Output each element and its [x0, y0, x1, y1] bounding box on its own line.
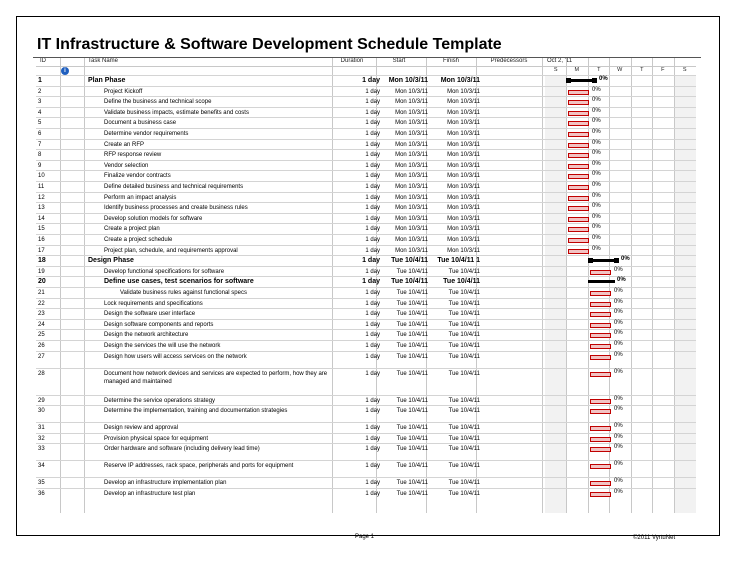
gantt-task-bar: [590, 312, 611, 317]
task-name: Develop an infrastructure test plan: [104, 491, 196, 497]
task-name: Determine the implementation, training and documentation strategies: [104, 408, 288, 415]
gantt-day-label: T: [640, 67, 644, 73]
task-start: Mon 10/3/11: [395, 184, 428, 190]
column-header-task-name: Task Name: [88, 58, 119, 64]
task-duration: 1 day: [365, 311, 380, 318]
gantt-task-bar: [568, 227, 589, 232]
gantt-summary-bar: [588, 259, 619, 262]
task-percent-complete: 0%: [592, 150, 601, 157]
task-id: 23: [38, 311, 45, 318]
task-duration: 1 day: [365, 162, 380, 169]
task-name: Project plan, schedule, and requirements approval: [104, 247, 238, 254]
task-start: Mon 10/3/11: [395, 88, 428, 95]
task-percent-complete: 0%: [614, 444, 623, 451]
task-start: Tue 10/4/11: [396, 353, 428, 360]
gantt-task-bar: [590, 291, 611, 296]
summary-cap: [566, 78, 571, 83]
task-id: 8: [38, 152, 42, 159]
task-percent-complete: 0%: [592, 245, 601, 252]
task-finish: Tue 10/4/11: [448, 321, 480, 328]
task-percent-complete: 0%: [614, 395, 623, 402]
task-finish: Tue 10/4/11: [448, 425, 480, 432]
task-finish: Tue 10/4/11: [448, 397, 480, 404]
task-duration: 1 day: [365, 173, 380, 180]
gantt-task-bar: [568, 164, 589, 169]
task-start: Tue 10/4/11: [391, 257, 428, 265]
task-id: 3: [38, 99, 42, 106]
task-finish: Mon 10/3/11: [447, 173, 480, 180]
gantt-task-bar: [590, 323, 611, 328]
task-id: 29: [38, 397, 45, 404]
task-percent-complete: 0%: [614, 298, 623, 305]
task-duration: 1 day: [365, 141, 380, 148]
task-duration: 1 day: [365, 343, 380, 349]
gantt-task-bar: [590, 464, 611, 469]
task-percent-complete: 0%: [592, 213, 601, 220]
task-percent-complete: 0%: [592, 235, 601, 241]
summary-cap: [592, 78, 597, 83]
gantt-task-bar: [590, 372, 611, 377]
task-finish: Mon 10/3/11: [447, 131, 480, 137]
task-start: Mon 10/3/11: [395, 152, 428, 159]
task-percent-complete: 0%: [614, 489, 623, 495]
task-name: Document how network devices and services are expected to perform, how they are managed and maintained: [104, 370, 328, 385]
task-start: Mon 10/3/11: [395, 109, 428, 116]
task-percent-complete: 0%: [614, 368, 623, 375]
gantt-task-bar: [590, 426, 611, 431]
task-percent-complete: 0%: [592, 224, 601, 231]
task-finish: Tue 10/4/11: [448, 332, 480, 339]
task-finish: Tue 10/4/11: [443, 278, 480, 286]
task-name: Identify business processes and create business rules: [104, 205, 248, 212]
task-finish: Tue 10/4/11: [448, 408, 480, 415]
gantt-task-bar: [568, 111, 589, 116]
task-id: 35: [38, 480, 45, 487]
task-finish: Mon 10/3/11: [447, 152, 480, 159]
task-name: Create a project plan: [104, 226, 160, 233]
task-name: RFP response review: [104, 152, 162, 159]
task-finish: Mon 10/3/11: [447, 226, 480, 233]
task-percent-complete: 0%: [614, 288, 623, 294]
task-duration: 1 day: [365, 491, 380, 497]
task-id: 16: [38, 237, 45, 243]
gantt-task-bar: [568, 206, 589, 211]
task-name: Validate business rules against functional specs: [120, 290, 247, 296]
task-name: Define use cases, test scenarios for software: [104, 278, 254, 286]
task-start: Mon 10/3/11: [395, 131, 428, 137]
task-percent-complete: 0%: [592, 192, 601, 199]
task-name: Document a business case: [104, 120, 177, 127]
task-finish: Tue 10/4/11: [448, 435, 480, 442]
task-name: Lock requirements and specifications: [104, 300, 203, 307]
gantt-task-bar: [590, 302, 611, 307]
gantt-task-bar: [568, 249, 589, 254]
task-duration: 1 day: [365, 446, 380, 453]
task-duration: 1 day: [365, 321, 380, 328]
task-id: 9: [38, 162, 42, 169]
gantt-task-bar: [568, 153, 589, 158]
summary-cap: [588, 258, 593, 263]
task-finish: Mon 10/3/11: [447, 120, 480, 127]
task-duration: 1 day: [365, 237, 380, 243]
gantt-task-bar: [568, 174, 589, 179]
task-start: Tue 10/4/11: [391, 278, 428, 286]
task-duration: 1 day: [365, 205, 380, 212]
copyright-notice: ©2011 VyrtuNet: [633, 535, 676, 541]
gantt-task-bar: [590, 355, 611, 360]
task-duration: 1 day: [365, 109, 380, 116]
task-percent-complete: 0%: [599, 76, 608, 82]
task-duration: 1 day: [365, 226, 380, 233]
gantt-task-bar: [568, 196, 589, 201]
task-percent-complete: 0%: [614, 423, 623, 430]
task-finish: Mon 10/3/11: [447, 162, 480, 169]
task-finish: Mon 10/3/11: [447, 109, 480, 116]
gantt-summary-bar: [588, 280, 615, 283]
task-finish: Mon 10/3/11: [447, 141, 480, 148]
task-name: Finalize vendor contracts: [104, 173, 171, 180]
task-name: Design the software user interface: [104, 311, 196, 318]
task-percent-complete: 0%: [592, 182, 601, 188]
task-start: Tue 10/4/11: [396, 491, 428, 497]
task-row[interactable]: [36, 443, 696, 461]
task-id: 15: [38, 226, 45, 233]
gantt-day-label: W: [617, 67, 623, 73]
task-name: Plan Phase: [88, 77, 126, 84]
gantt-task-bar: [590, 344, 611, 349]
column-header-start: Start: [392, 58, 406, 64]
task-percent-complete: 0%: [592, 107, 601, 114]
gantt-task-bar: [568, 217, 589, 222]
task-id: 2: [38, 88, 42, 95]
task-name: Design software components and reports: [104, 321, 214, 328]
task-id: 13: [38, 205, 45, 212]
task-id: 7: [38, 141, 42, 148]
task-percent-complete: 0%: [614, 478, 623, 485]
task-start: Tue 10/4/11: [396, 332, 428, 339]
gantt-task-bar: [568, 143, 589, 148]
task-id: 19: [38, 268, 45, 275]
task-id: 20: [38, 278, 46, 286]
task-percent-complete: 0%: [592, 171, 601, 178]
gantt-day-label: F: [661, 67, 665, 73]
task-duration: 1 day: [365, 480, 380, 487]
task-finish: Mon 10/3/11: [447, 237, 480, 243]
task-duration: 1 day: [365, 120, 380, 127]
task-finish: Tue 10/4/11: [448, 300, 480, 307]
task-id: 4: [38, 109, 42, 116]
task-duration: 1 day: [365, 215, 380, 222]
task-finish: Tue 10/4/11 1: [437, 257, 480, 265]
task-percent-complete: 0%: [614, 341, 623, 347]
gantt-day-label: M: [574, 67, 580, 73]
gantt-day-label: T: [597, 67, 601, 73]
task-id: 28: [38, 370, 45, 377]
task-id: 36: [38, 491, 45, 497]
task-duration: 1 day: [365, 131, 380, 137]
task-id: 22: [38, 300, 45, 307]
column-header-duration: Duration: [340, 58, 364, 64]
task-finish: Mon 10/3/11: [447, 205, 480, 212]
task-percent-complete: 0%: [614, 461, 623, 468]
gantt-task-bar: [590, 409, 611, 414]
task-id: 33: [38, 446, 45, 453]
task-start: Mon 10/3/11: [395, 99, 428, 106]
task-percent-complete: 0%: [592, 97, 601, 104]
task-id: 18: [38, 257, 46, 265]
task-finish: Tue 10/4/11: [448, 311, 480, 318]
task-name: Project Kickoff: [104, 88, 143, 95]
task-name: Vendor selection: [104, 162, 149, 169]
gantt-task-bar: [590, 492, 611, 497]
task-start: Tue 10/4/11: [396, 370, 428, 377]
task-percent-complete: 0%: [614, 433, 623, 440]
task-percent-complete: 0%: [592, 129, 601, 135]
task-percent-complete: 0%: [592, 160, 601, 167]
task-start: Tue 10/4/11: [396, 397, 428, 404]
gantt-task-bar: [590, 481, 611, 486]
task-finish: Tue 10/4/11: [448, 268, 480, 275]
gantt-task-bar: [590, 447, 611, 452]
task-duration: 1 day: [362, 278, 380, 286]
task-start: Tue 10/4/11: [396, 435, 428, 442]
task-name: Create an RFP: [104, 141, 145, 148]
task-start: Mon 10/3/11: [395, 237, 428, 243]
task-name: Develop solution models for software: [104, 215, 203, 222]
task-name: Determine vendor requirements: [104, 131, 189, 137]
gantt-task-bar: [590, 399, 611, 404]
task-percent-complete: 0%: [614, 266, 623, 273]
task-finish: Tue 10/4/11: [448, 463, 480, 470]
task-start: Tue 10/4/11: [396, 343, 428, 349]
task-duration: 1 day: [365, 184, 380, 190]
task-finish: Mon 10/3/11: [447, 99, 480, 106]
task-start: Tue 10/4/11: [396, 425, 428, 432]
task-name: Design how users will access services on the network: [104, 353, 247, 360]
task-id: 11: [38, 184, 45, 190]
task-start: Mon 10/3/11: [388, 77, 428, 84]
task-name: Define detailed business and technical requirements: [104, 184, 244, 190]
gantt-day-label: S: [553, 67, 558, 73]
task-start: Tue 10/4/11: [396, 463, 428, 470]
task-start: Mon 10/3/11: [395, 215, 428, 222]
page-number: Page 1: [355, 534, 375, 540]
schedule-table: [36, 58, 696, 513]
task-finish: Tue 10/4/11: [448, 370, 480, 377]
task-name: Design the services the will use the network: [104, 343, 221, 349]
gantt-task-bar: [590, 333, 611, 338]
column-header-finish: Finish: [442, 58, 459, 64]
task-row[interactable]: [36, 368, 696, 396]
task-start: Mon 10/3/11: [395, 120, 428, 127]
summary-cap: [614, 258, 619, 263]
task-duration: 1 day: [365, 425, 380, 432]
task-id: 17: [38, 247, 45, 254]
task-finish: Tue 10/4/11: [448, 343, 480, 349]
task-start: Mon 10/3/11: [395, 247, 428, 254]
task-finish: Mon 10/3/11: [447, 194, 480, 201]
task-percent-complete: 0%: [621, 256, 630, 263]
task-duration: 1 day: [365, 370, 380, 377]
task-percent-complete: 0%: [614, 406, 623, 413]
task-row[interactable]: [36, 460, 696, 478]
gantt-task-bar: [568, 185, 589, 190]
task-start: Mon 10/3/11: [395, 226, 428, 233]
task-finish: Mon 10/3/11: [447, 215, 480, 222]
task-name: Reserve IP addresses, rack space, peripherals and ports for equipment: [104, 463, 294, 470]
task-id: 5: [38, 120, 42, 127]
gantt-task-bar: [568, 132, 589, 137]
task-duration: 1 day: [365, 300, 380, 307]
task-finish: Tue 10/4/11: [448, 480, 480, 487]
task-start: Mon 10/3/11: [395, 194, 428, 201]
task-row[interactable]: [36, 351, 696, 369]
gantt-task-bar: [568, 238, 589, 243]
info-icon: i: [61, 67, 69, 75]
task-finish: Mon 10/3/11: [440, 77, 480, 84]
task-start: Mon 10/3/11: [395, 141, 428, 148]
task-name: Develop functional specifications for software: [104, 268, 225, 275]
task-start: Tue 10/4/11: [396, 290, 428, 296]
task-start: Tue 10/4/11: [396, 300, 428, 307]
task-duration: 1 day: [365, 397, 380, 404]
task-name: Perform an impact analysis: [104, 194, 177, 201]
task-duration: 1 day: [362, 257, 380, 265]
task-id: 10: [38, 173, 45, 180]
column-header-id: ID: [40, 58, 46, 64]
task-percent-complete: 0%: [617, 277, 626, 284]
task-percent-complete: 0%: [614, 319, 623, 326]
task-duration: 1 day: [365, 152, 380, 159]
task-finish: Tue 10/4/11: [448, 491, 480, 497]
task-id: 32: [38, 435, 45, 442]
task-id: 6: [38, 131, 42, 137]
task-row[interactable]: [36, 405, 696, 423]
gantt-task-bar: [568, 90, 589, 95]
gantt-task-bar: [568, 121, 589, 126]
task-duration: 1 day: [365, 290, 380, 296]
task-finish: Mon 10/3/11: [447, 247, 480, 254]
task-row[interactable]: [36, 488, 696, 500]
task-id: 12: [38, 194, 45, 201]
task-id: 26: [38, 343, 45, 349]
task-start: Mon 10/3/11: [395, 173, 428, 180]
task-start: Tue 10/4/11: [396, 268, 428, 275]
gantt-task-bar: [590, 437, 611, 442]
task-name: Provision physical space for equipment: [104, 435, 209, 442]
task-percent-complete: 0%: [592, 203, 601, 210]
task-id: 14: [38, 215, 45, 222]
task-finish: Mon 10/3/11: [447, 88, 480, 95]
task-duration: 1 day: [365, 353, 380, 360]
task-duration: 1 day: [365, 194, 380, 201]
task-start: Mon 10/3/11: [395, 205, 428, 212]
task-start: Tue 10/4/11: [396, 311, 428, 318]
task-name: Design the network architecture: [104, 332, 189, 339]
task-duration: 1 day: [365, 268, 380, 275]
task-name: Define the business and technical scope: [104, 99, 212, 106]
task-duration: 1 day: [365, 99, 380, 106]
gantt-week-label: Oct 2, '11: [547, 58, 573, 64]
header-divider: [36, 66, 696, 67]
task-duration: 1 day: [365, 408, 380, 415]
task-id: 24: [38, 321, 45, 328]
task-percent-complete: 0%: [614, 351, 623, 358]
task-percent-complete: 0%: [592, 118, 601, 125]
task-duration: 1 day: [365, 435, 380, 442]
task-finish: Tue 10/4/11: [448, 353, 480, 360]
task-id: 31: [38, 425, 45, 432]
task-percent-complete: 0%: [592, 139, 601, 146]
task-duration: 1 day: [365, 88, 380, 95]
task-name: Validate business impacts, estimate benefits and costs: [104, 109, 249, 116]
task-finish: Tue 10/4/11: [448, 290, 480, 296]
task-start: Tue 10/4/11: [396, 408, 428, 415]
gantt-summary-bar: [566, 79, 597, 82]
task-name: Create a project schedule: [104, 237, 173, 243]
task-duration: 1 day: [365, 463, 380, 470]
task-start: Tue 10/4/11: [396, 480, 428, 487]
gantt-day-label: S: [682, 67, 687, 73]
task-name: Develop an infrastructure implementation plan: [104, 480, 227, 487]
task-percent-complete: 0%: [592, 86, 601, 93]
task-id: 27: [38, 353, 45, 360]
task-percent-complete: 0%: [614, 309, 623, 316]
task-name: Order hardware and software (including delivery lead time): [104, 446, 260, 453]
task-name: Design review and approval: [104, 425, 179, 432]
task-start: Tue 10/4/11: [396, 321, 428, 328]
task-id: 34: [38, 463, 45, 470]
task-start: Tue 10/4/11: [396, 446, 428, 453]
task-duration: 1 day: [365, 332, 380, 339]
task-start: Mon 10/3/11: [395, 162, 428, 169]
task-id: 21: [38, 290, 45, 296]
task-name: Determine the service operations strategy: [104, 397, 216, 404]
column-header-predecessors: Predecessors: [490, 58, 528, 64]
task-duration: 1 day: [365, 247, 380, 254]
task-id: 30: [38, 408, 45, 415]
gantt-task-bar: [590, 270, 611, 275]
task-percent-complete: 0%: [614, 330, 623, 337]
task-finish: Tue 10/4/11: [448, 446, 480, 453]
gantt-task-bar: [568, 100, 589, 105]
task-duration: 1 day: [362, 77, 380, 84]
task-id: 1: [38, 77, 42, 84]
task-id: 25: [38, 332, 45, 339]
task-name: Design Phase: [88, 257, 134, 265]
page-title: IT Infrastructure & Software Development Schedule Template: [37, 36, 502, 53]
task-finish: Mon 10/3/11: [447, 184, 480, 190]
